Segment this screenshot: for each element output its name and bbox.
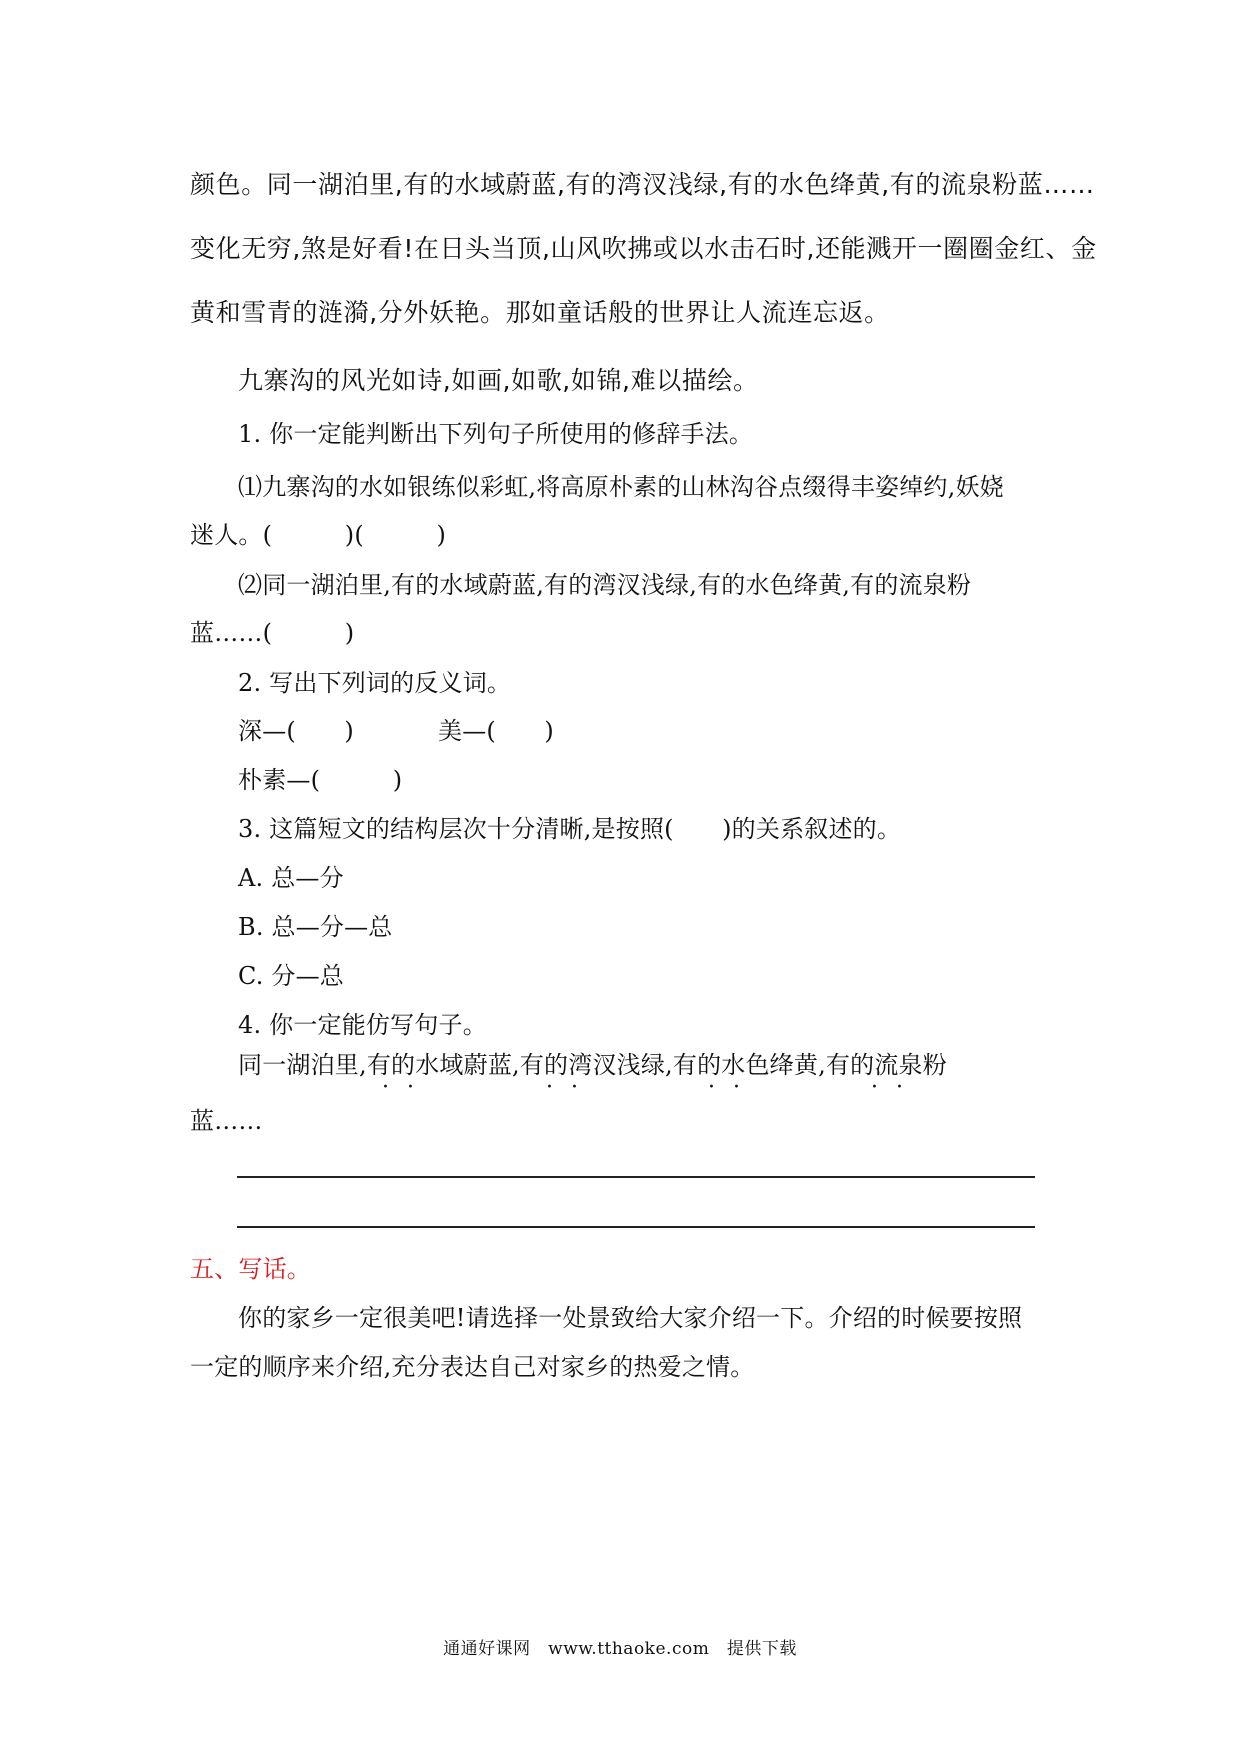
answer-line-1[interactable] (237, 1176, 1035, 1178)
passage-line-2: 变化无穷,煞是好看!在日头当顶,山风吹拂或以水击石时,还能溅开一圈圈金红、金 (190, 234, 1097, 263)
emphasis-dot: · (733, 1075, 740, 1100)
emphasis-dot: · (407, 1075, 414, 1100)
question-4-example-line-2: 蓝…… (190, 1107, 263, 1135)
page-footer: 通通好课网 www.tthaoke.com 提供下载 (443, 1639, 797, 1659)
emphasis-dot: · (896, 1075, 903, 1100)
question-1-sentence-2-line-2: 蓝……( ) (190, 619, 355, 647)
question-2-item-2: 美—( ) (438, 717, 554, 745)
passage-line-4: 九寨沟的风光如诗,如画,如歌,如锦,难以描绘。 (238, 366, 759, 395)
question-4-title: 4. 你一定能仿写句子。 (238, 1011, 487, 1039)
section-5-line-2: 一定的顺序来介绍,充分表达自己对家乡的热爱之情。 (190, 1353, 755, 1381)
question-3-option-b: B. 总—分—总 (238, 913, 393, 941)
question-2-item-1: 深—( ) (238, 717, 354, 745)
question-1-sentence-2-line-1: ⑵同一湖泊里,有的水域蔚蓝,有的湾汊浅绿,有的水色绛黄,有的流泉粉 (238, 571, 972, 599)
question-1-sentence-1-line-2: 迷人。( )( ) (190, 521, 447, 549)
question-1-sentence-1-line-1: ⑴九寨沟的水如银练似彩虹,将高原朴素的山林沟谷点缀得丰姿绰约,妖娆 (238, 473, 1004, 501)
passage-line-1: 颜色。同一湖泊里,有的水域蔚蓝,有的湾汊浅绿,有的水色绛黄,有的流泉粉蓝…… (190, 170, 1095, 199)
question-4-example-line-1: 同一湖泊里,有的水域蔚蓝,有的湾汊浅绿,有的水色绛黄,有的流泉粉 (238, 1051, 947, 1079)
emphasis-dot: · (546, 1075, 553, 1100)
question-2-title: 2. 写出下列词的反义词。 (238, 669, 512, 697)
question-3-option-c: C. 分—总 (238, 962, 344, 990)
section-5-line-1: 你的家乡一定很美吧!请选择一处景致给大家介绍一下。介绍的时候要按照 (238, 1304, 1023, 1332)
emphasis-dot: · (708, 1075, 715, 1100)
answer-line-2[interactable] (237, 1226, 1035, 1228)
question-1-title: 1. 你一定能判断出下列句子所使用的修辞手法。 (238, 420, 754, 448)
question-3-title: 3. 这篇短文的结构层次十分清晰,是按照( )的关系叙述的。 (238, 815, 902, 843)
question-2-item-3: 朴素—( ) (238, 766, 403, 794)
emphasis-dot: · (571, 1075, 578, 1100)
question-3-option-a: A. 总—分 (238, 864, 344, 892)
section-5-heading: 五、写话。 (190, 1255, 311, 1283)
emphasis-dot: · (382, 1075, 389, 1100)
emphasis-dot: · (871, 1075, 878, 1100)
passage-line-3: 黄和雪青的涟漪,分外妖艳。那如童话般的世界让人流连忘返。 (190, 298, 890, 327)
